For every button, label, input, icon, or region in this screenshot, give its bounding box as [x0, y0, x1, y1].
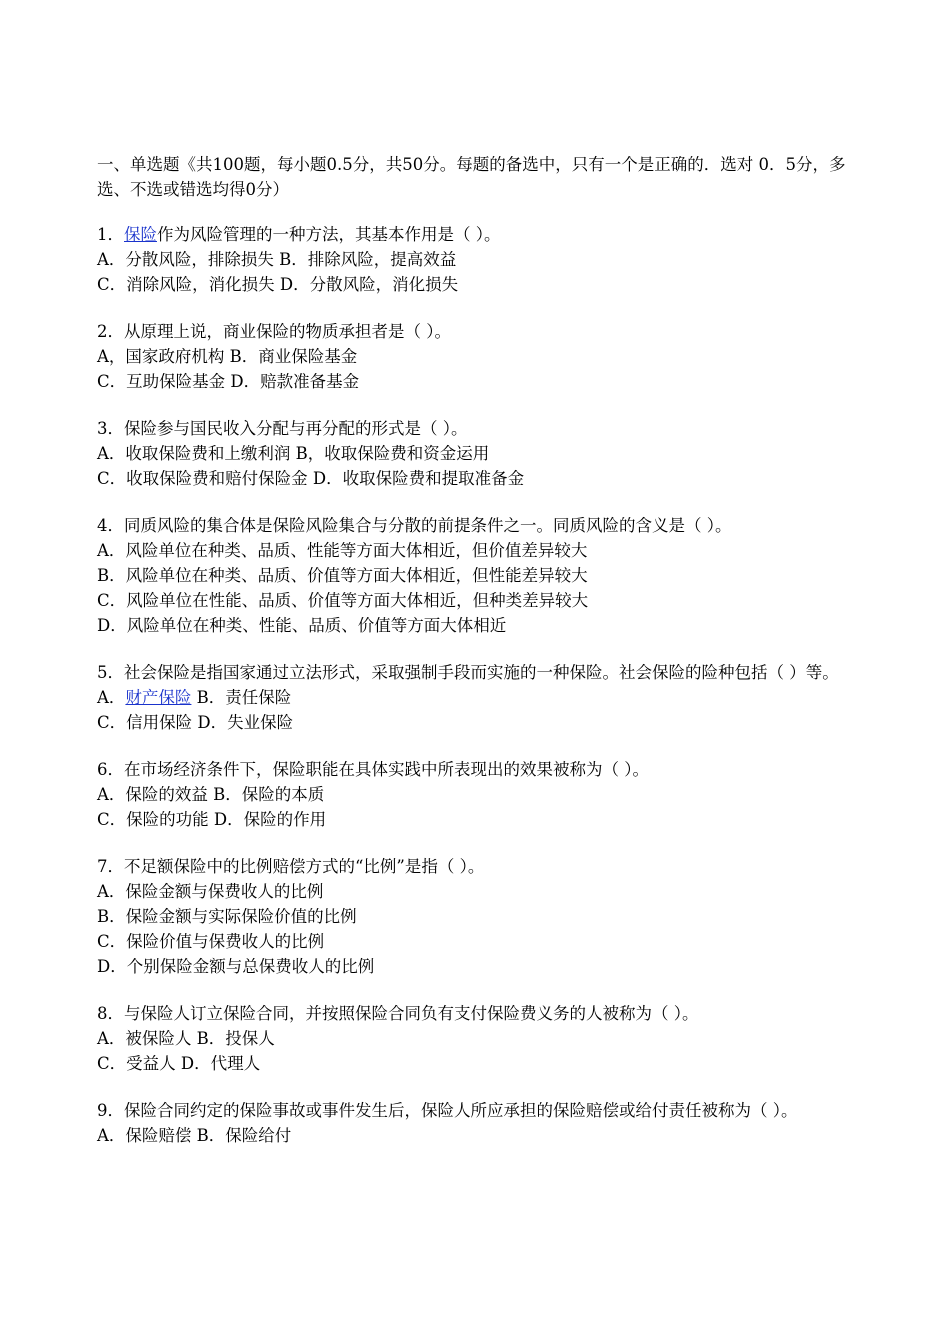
section-intro: 一、单选题《共100题，每小题0.5分，共50分。每题的备选中，只有一个是正确的．选对 0．5分，多选、不选或错选均得0分） [97, 155, 846, 199]
option-line: C．风险单位在性能、品质、价值等方面大体相近，但种类差异较大 [97, 591, 589, 610]
option-line: A．保险的效益 B．保险的本质 [97, 785, 325, 804]
option-line: C．信用保险 D．失业保险 [97, 713, 294, 732]
question-3 [97, 416, 867, 491]
question-stem: 6．在市场经济条件下，保险职能在具体实践中所表现出的效果被称为（ ）。 [97, 760, 649, 779]
option-line: C．受益人 D．代理人 [97, 1054, 261, 1073]
option-line: A．保险赔偿 B．保险给付 [97, 1126, 292, 1145]
question-4 [97, 513, 867, 638]
question-stem: 5．社会保险是指国家通过立法形式，采取强制手段而实施的一种保险。社会保险的险种包括（ ）等。 [97, 663, 839, 682]
question-stem: 8．与保险人订立保险合同，并按照保险合同负有支付保险费义务的人被称为（ ）。 [97, 1004, 699, 1023]
option-line: C．互助保险基金 D．赔款准备基金 [97, 372, 360, 391]
property-insurance-link[interactable]: 财产保险 [125, 688, 192, 707]
question-5 [97, 660, 867, 735]
option-line: C．保险价值与保费收人的比例 [97, 932, 325, 951]
question-stem: 1．保险作为风险管理的一种方法，其基本作用是（ ）。 [97, 225, 501, 244]
question-9 [97, 1098, 867, 1148]
option-line: A，国家政府机构 B．商业保险基金 [97, 347, 358, 366]
option-line: C．保险的功能 D．保险的作用 [97, 810, 327, 829]
question-stem: 9．保险合同约定的保险事故或事件发生后，保险人所应承担的保险赔偿或给付责任被称为（ ）。 [97, 1101, 798, 1120]
question-stem: 3．保险参与国民收入分配与再分配的形式是（ ）。 [97, 419, 468, 438]
option-line: C．消除风险，消化损失 D．分散风险，消化损失 [97, 275, 459, 294]
question-2 [97, 319, 867, 394]
option-line: D．个别保险金额与总保费收人的比例 [97, 957, 375, 976]
option-line: A．风险单位在种类、品质、性能等方面大体相近，但价值差异较大 [97, 541, 588, 560]
option-line: A．收取保险费和上缴利润 B，收取保险费和资金运用 [97, 444, 490, 463]
question-stem: 7．不足额保险中的比例赔偿方式的“比例”是指（ ）。 [97, 857, 485, 876]
option-line: A．被保险人 B．投保人 [97, 1029, 275, 1048]
option-line: A．财产保险 B．责任保险 [97, 688, 292, 707]
option-line: A．保险金额与保费收人的比例 [97, 882, 324, 901]
question-stem: 4．同质风险的集合体是保险风险集合与分散的前提条件之一。同质风险的含义是（ ）。 [97, 516, 732, 535]
insurance-link[interactable]: 保险 [124, 225, 157, 244]
option-line: A．分散风险，排除损失 B．排除风险，提高效益 [97, 250, 457, 269]
question-8 [97, 1001, 867, 1076]
option-line: B．风险单位在种类、品质、价值等方面大体相近，但性能差异较大 [97, 566, 588, 585]
question-7 [97, 854, 867, 979]
option-line: B．保险金额与实际保险价值的比例 [97, 907, 357, 926]
option-line: C．收取保险费和赔付保险金 D．收取保险费和提取准备金 [97, 469, 525, 488]
option-line: D．风险单位在种类、性能、品质、价值等方面大体相近 [97, 616, 507, 635]
question-stem: 2．从原理上说，商业保险的物质承担者是（ ）。 [97, 322, 451, 341]
document-body [97, 152, 867, 1170]
question-1 [97, 222, 867, 297]
question-6 [97, 757, 867, 832]
